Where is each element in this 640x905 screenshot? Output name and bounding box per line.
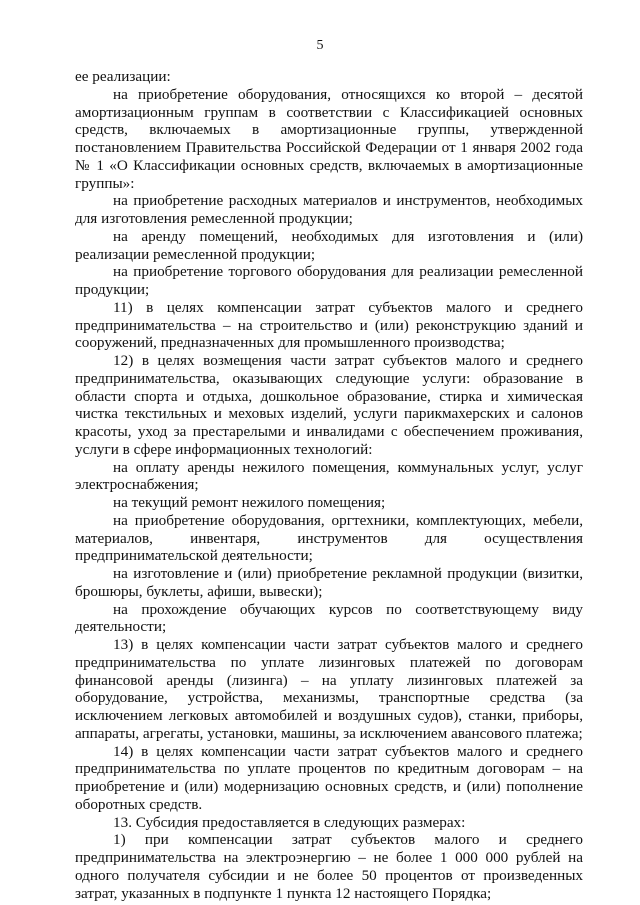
paragraph-9: на приобретение оборудования, оргтехники, комплектующих, мебели, материалов, инвентаря, инструментов для осуществления предпринимательской деятельности; xyxy=(75,511,583,565)
paragraph-8: на текущий ремонт нежилого помещения; xyxy=(113,494,386,511)
paragraph-12: 13) в целях компенсации части затрат субъектов малого и среднего предпринимательства по уплате лизинговых платежей по договорам финансовой аренды (лизинга) – на уплату лизинговых платежей за оборудование, устройства, механизмы, транспортные средства (за исключением легковых автомобилей и воздушных судов), станки, приборы, аппараты, агрегаты, установки, машины, за исключением авансового платежа; xyxy=(75,636,583,742)
paragraph-6: 12) в целях возмещения части затрат субъектов малого и среднего предпринимательства, оказывающих следующие услуги: образование в области спорта и отдыха, дошкольное образование, стирка и химическая чистка текстильных и меховых изделий, услуги парикмахерских и салонов красоты, уход за престарелыми и инвалидами с обеспечением проживания, услуги в сфере информационных технологий: xyxy=(75,352,583,458)
paragraph-11: на прохождение обучающих курсов по соответствующему виду деятельности; xyxy=(75,600,583,636)
paragraph-13: 14) в целях компенсации части затрат субъектов малого и среднего предпринимательства по уплате процентов по кредитным договорам – на приобретение и (или) модернизацию основных средств, и (или) пополнение оборотных средств. xyxy=(75,742,583,813)
document-body xyxy=(75,68,583,902)
paragraph-3: на аренду помещений, необходимых для изготовления и (или) реализации ремесленной продукции; xyxy=(75,227,583,263)
paragraph-15: 1) при компенсации затрат субъектов малого и среднего предпринимательства на электроэнергию – не более 1 000 000 рублей на одного получателя субсидии и не более 50 процентов от произведенных затрат, указанных в подпункте 1 пункта 12 настоящего Порядка; xyxy=(75,831,583,902)
paragraph-0: ее реализации: xyxy=(75,68,171,85)
paragraph-10: на изготовление и (или) приобретение рекламной продукции (визитки, брошюры, буклеты, афиши, вывески); xyxy=(75,565,583,600)
paragraph-4: на приобретение торгового оборудования для реализации ремесленной продукции; xyxy=(75,263,583,298)
paragraph-1: на приобретение оборудования, относящихся ко второй – десятой амортизационным группам в соответствии с Классификацией основных средств, включаемых в амортизационные группы, утвержденной постановлением Правительства Российской Федерации от 1 января 2002 года № 1 «О Классификации основных средств, включаемых в амортизационные группы»: xyxy=(75,85,583,192)
page-number: 5 xyxy=(316,38,324,53)
paragraph-14: 13. Субсидия предоставляется в следующих размерах: xyxy=(113,813,466,831)
paragraph-7: на оплату аренды нежилого помещения, коммунальных услуг, услуг электроснабжения; xyxy=(75,458,583,494)
paragraph-2: на приобретение расходных материалов и инструментов, необходимых для изготовления ремесленной продукции; xyxy=(75,192,583,227)
paragraph-5: 11) в целях компенсации затрат субъектов малого и среднего предпринимательства – на строительство и (или) реконструкцию зданий и сооружений, предназначенных для промышленного производства; xyxy=(75,298,583,352)
